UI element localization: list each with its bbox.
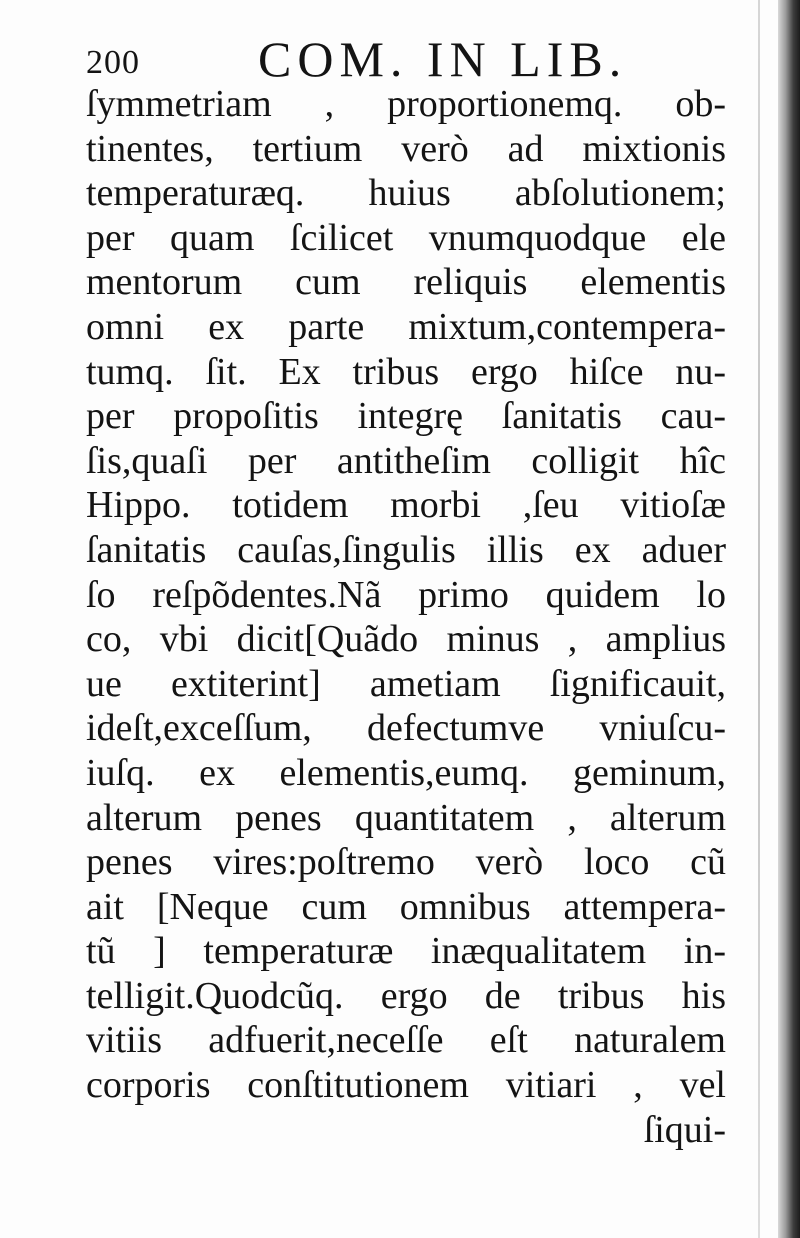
text-line: iuſq. ex elementis,eumq. geminum, bbox=[86, 751, 726, 794]
text-line: ſis,quaſi per antitheſim colligit hîc bbox=[86, 439, 726, 482]
body-text bbox=[86, 82, 726, 1152]
text-line: tũ ] temperaturæ inæqualitatem in- bbox=[86, 930, 726, 973]
text-line: ideſt,exceſſum, defectumve vniuſcu- bbox=[86, 707, 726, 750]
text-line: telligit.Quodcũq. ergo de tribus his bbox=[86, 974, 726, 1017]
text-line: mentorum cum reliquis elementis bbox=[86, 261, 726, 304]
text-line: temperaturæq. huius abſolutionem; bbox=[86, 172, 726, 215]
text-line: alterum penes quantitatem , alterum bbox=[86, 796, 726, 839]
page-gutter-line bbox=[758, 0, 760, 1238]
text-line: per quam ſcilicet vnumquodque ele bbox=[86, 216, 726, 259]
text-line: ſanitatis cauſas,ſingulis illis ex aduer bbox=[86, 528, 726, 571]
text-line: omni ex parte mixtum,contempera- bbox=[86, 305, 726, 348]
catchword: ſiqui- bbox=[643, 1108, 726, 1151]
text-line: tinentes, tertium verò ad mixtionis bbox=[86, 127, 726, 170]
text-line: ait [Neque cum omnibus attempera- bbox=[86, 885, 726, 928]
text-line: penes vires:poſtremo verò loco cũ bbox=[86, 841, 726, 884]
text-line: vitiis adfuerit,neceſſe eſt naturalem bbox=[86, 1019, 726, 1062]
text-line: co, vbi dicit[Quãdo minus , amplius bbox=[86, 618, 726, 661]
page-number: 200 bbox=[86, 44, 140, 81]
text-line: ſymmetriam , proportionemq. ob- bbox=[86, 83, 726, 125]
running-head bbox=[86, 30, 726, 90]
running-head-title: COM. IN LIB. bbox=[258, 31, 628, 87]
text-line: Hippo. totidem morbi ,ſeu vitioſæ bbox=[86, 484, 726, 527]
text-line: tumq. ſit. Ex tribus ergo hiſce nu- bbox=[86, 350, 726, 393]
text-line: per propoſitis integrę ſanitatis cau- bbox=[86, 395, 726, 438]
text-line: ſo reſpõdentes.Nã primo quidem lo bbox=[86, 573, 726, 616]
text-line: ue extiterint] ametiam ſignificauit, bbox=[86, 662, 726, 705]
scanned-page-edge bbox=[778, 0, 800, 1238]
text-line: corporis conſtitutionem vitiari , vel bbox=[86, 1064, 726, 1107]
